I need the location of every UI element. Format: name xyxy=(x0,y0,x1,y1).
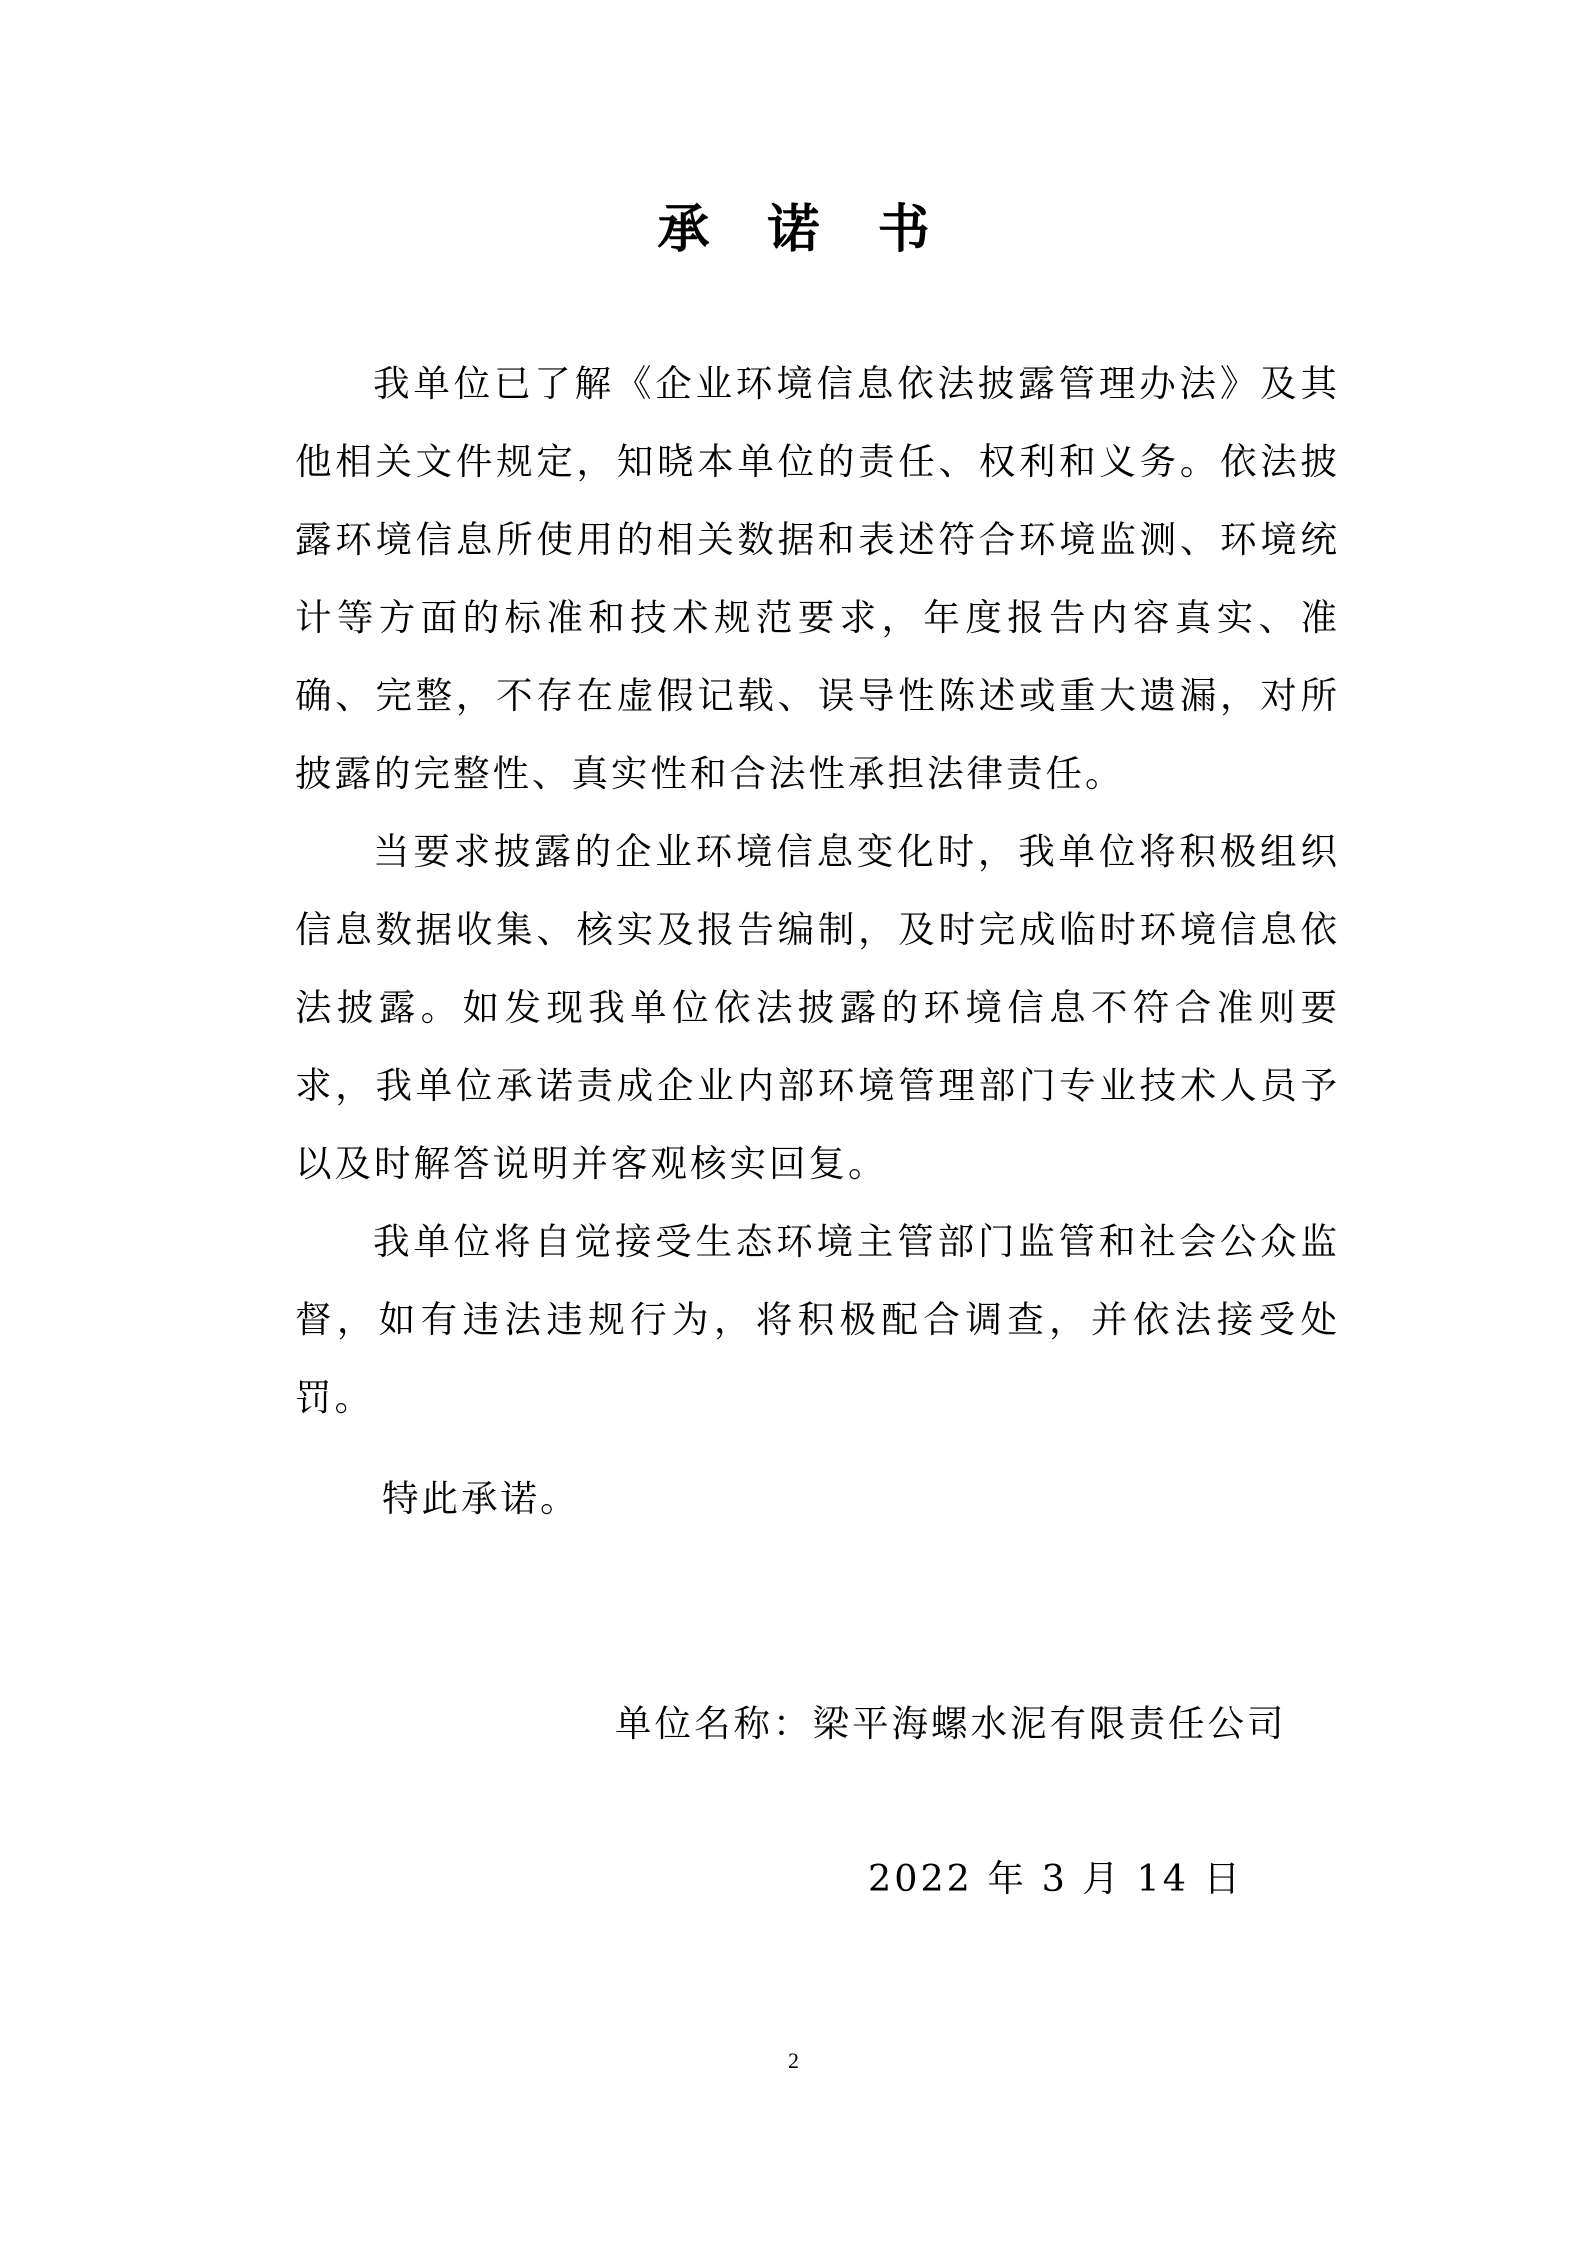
unit-label: 单位名称： xyxy=(615,1702,813,1745)
page-number: 2 xyxy=(788,2048,799,2073)
paragraph-3: 我单位将自觉接受生态环境主管部门监管和社会公众监督，如有违法违规行为，将积极配合调查，并依法接受处罚。 xyxy=(295,1220,1340,1419)
signature-date: 2022 年 3 月 14 日 xyxy=(868,1857,1244,1900)
unit-name-line xyxy=(615,1685,1287,1763)
unit-name: 梁平海螺水泥有限责任公司 xyxy=(812,1702,1287,1745)
paragraph-1: 我单位已了解《企业环境信息依法披露管理办法》及其他相关文件规定，知晓本单位的责任、权利和义务。依法披露环境信息所使用的相关数据和表述符合环境监测、环境统计等方面的标准和技术规范要求，年度报告内容真实、准确、完整，不存在虚假记载、误导性陈述或重大遗漏，对所披露的完整性、真实性和合法性承担法律责任。 xyxy=(295,362,1340,795)
document-body xyxy=(295,345,1340,1437)
document-title: 承 诺 书 xyxy=(657,200,950,260)
paragraph-2: 当要求披露的企业环境信息变化时，我单位将积极组织信息数据收集、核实及报告编制，及时完成临时环境信息依法披露。如发现我单位依法披露的环境信息不符合准则要求，我单位承诺责成企业内部环境管理部门专业技术人员予以及时解答说明并客观核实回复。 xyxy=(295,830,1340,1185)
closing-statement: 特此承诺。 xyxy=(382,1477,580,1520)
